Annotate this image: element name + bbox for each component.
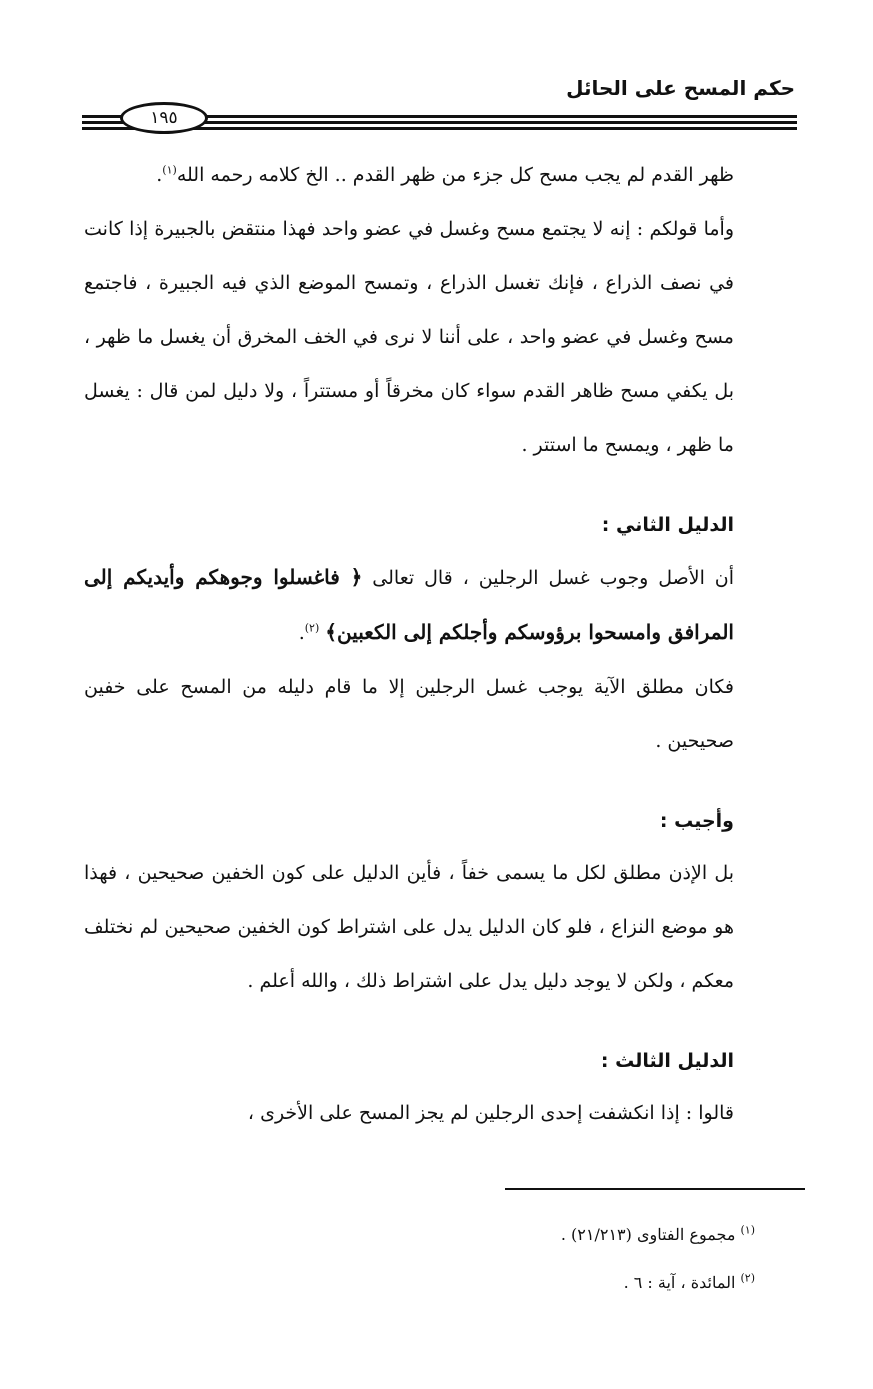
footnote [275, 1266, 755, 1300]
footnote [275, 1218, 755, 1252]
paragraph-text: ظهر القدم لم يجب مسح كل جزء من ظهر القدم .. الخ كلامه رحمه الله [176, 164, 734, 186]
paragraph: وأما قولكم : إنه لا يجتمع مسح وغسل في عضو واحد فهذا منتقض بالجبيرة إذا كانت في نصف الذراع ، فإنك تغسل الذراع ، وتمسح الموضع الذي فيه الجبيرة ، فاجتمع مسح وغسل في عضو واحد ، على أننا لا نرى في الخف المخرق أن يغسل ما ظهر ، بل يكفي مسح ظاهر القدم سواء كان مخرقاً أو مستتراً ، ولا دليل لمن قال : يغسل ما ظهر ، ويمسح ما استتر . [84, 218, 734, 456]
section-heading: الدليل الثاني : [601, 514, 734, 536]
quran-verse: ﴿ فاغسلوا وجوهكم وأيديكم إلى المرافق وامسحوا برؤوسكم وأجلكم إلى الكعبين﴾ [84, 565, 734, 644]
punctuation: . [156, 164, 163, 186]
footnote-text: مجموع الفتاوى (٢١/٢١٣) . [560, 1225, 736, 1244]
section-heading: الدليل الثالث : [600, 1050, 734, 1072]
paragraph [84, 148, 734, 202]
page-number: ١٩٥ [120, 102, 208, 134]
punctuation: . [298, 622, 305, 644]
body-text [84, 148, 734, 1140]
header-rule [82, 100, 797, 138]
paragraph-text: أن الأصل وجوب غسل الرجلين ، قال تعالى [372, 567, 734, 589]
footnotes [275, 1218, 755, 1314]
footnote-text: المائدة ، آية : ٦ . [623, 1273, 736, 1292]
footnote-marker: (٢) [740, 1271, 755, 1285]
running-title: حكم المسح على الحائل [566, 76, 795, 100]
footnote-marker: (١) [740, 1223, 755, 1237]
footnote-ref: (٢) [304, 621, 320, 635]
section-heading: وأجيب : [659, 810, 734, 832]
paragraph: بل الإذن مطلق لكل ما يسمى خفاً ، فأين الدليل على كون الخفين صحيحين ، فهذا هو موضع النزاع ، فلو كان الدليل يدل على اشتراط كون الخفين صحيحين لم نختلف معكم ، ولكن لا يوجد دليل يدل على اشتراط ذلك ، والله أعلم . [84, 862, 734, 992]
footnote-ref: (١) [162, 163, 177, 177]
paragraph: فكان مطلق الآية يوجب غسل الرجلين إلا ما قام دليله من المسح على خفين صحيحين . [84, 676, 734, 752]
footnote-separator [505, 1188, 805, 1190]
paragraph [84, 550, 734, 660]
paragraph: قالوا : إذا انكشفت إحدى الرجلين لم يجز المسح على الأخرى ، [247, 1102, 734, 1124]
